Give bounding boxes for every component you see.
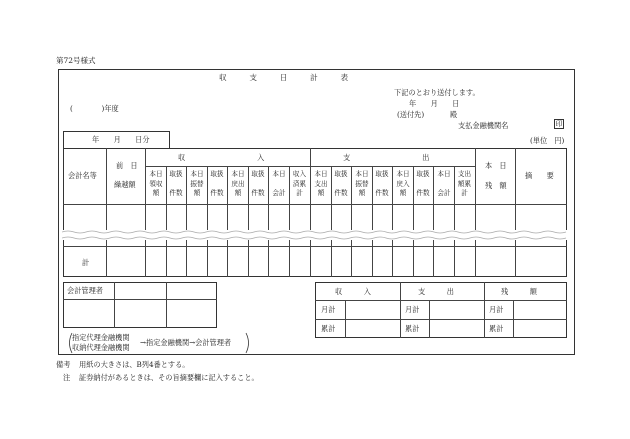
income-col-3: 本日 振替 額 (190, 170, 204, 197)
total-row-line (63, 246, 567, 247)
expense-col-3: 本日 振替 額 (355, 170, 369, 197)
col-account-header: 会計名等 (68, 171, 97, 180)
col-line (400, 282, 401, 338)
summary-expense-header: 支 出 (418, 287, 454, 296)
col-line (106, 148, 107, 277)
row-line (315, 300, 567, 301)
seal-box: 印 (555, 120, 563, 128)
routing (66, 332, 252, 354)
col-line (484, 282, 485, 338)
date-line: 年 月 日 (409, 99, 460, 108)
bank-label: 支払金融機関名 (458, 121, 509, 130)
col-line (475, 148, 476, 277)
monthly-label-income: 月計 (321, 305, 336, 314)
col-line (513, 300, 514, 338)
note2-text: 証券納付があるときは、その旨摘要欄に記入すること。 (79, 373, 259, 382)
form-title: 収 支 日 計 表 (219, 73, 349, 82)
expense-col-2: 取扱 件数 (334, 170, 348, 197)
monthly-label-expense: 月計 (405, 305, 420, 314)
routing-line1: 指定代理金融機関 (72, 333, 130, 342)
col-remarks: 摘 要 (525, 171, 554, 180)
income-col-5: 本日 戻出 額 (231, 170, 245, 197)
income-col-4: 取扱 件数 (210, 170, 224, 197)
summary-balance-header: 残 額 (501, 287, 537, 296)
expense-col-5: 本日 戻入 額 (396, 170, 410, 197)
form-number: 第72号様式 (56, 56, 96, 65)
income-col-8: 収入 済累 計 (292, 170, 307, 197)
expense-col-4: 取扱 件数 (375, 170, 389, 197)
income-col-2: 取扱 件数 (169, 170, 183, 197)
col-prev-line2: 繰越額 (114, 180, 136, 189)
col-line (166, 282, 167, 328)
header-bottom-line (63, 204, 567, 205)
row-line (315, 319, 567, 320)
col-line (345, 300, 346, 338)
break-mark (62, 228, 569, 242)
income-col-6: 取扱 件数 (251, 170, 265, 197)
cumulative-label-income: 累計 (321, 324, 336, 333)
right-paren-mark (244, 332, 252, 354)
note1-text: 用紙の大きさは、B列4番とする。 (79, 360, 190, 369)
monthly-label-balance: 月計 (489, 305, 504, 314)
cumulative-label-expense: 累計 (405, 324, 420, 333)
col-balance-line2: 残 額 (485, 181, 507, 190)
note2-label: 注 (63, 373, 71, 382)
col-line (429, 300, 430, 338)
cumulative-label-balance: 累計 (489, 324, 504, 333)
col-line (114, 282, 115, 328)
col-line (310, 148, 311, 277)
fiscal-year: ( )年度 (70, 104, 119, 113)
routing-rest: →指定金融機関→会計管理者 (140, 338, 232, 347)
col-prev-line1: 前 日 (116, 161, 138, 170)
recipient-suffix: 殿 (450, 110, 458, 119)
summary-income-header: 収 入 (335, 287, 371, 296)
date-box-text: 年 月 日分 (92, 135, 150, 144)
routing-line2: 収納代理金融機関 (72, 343, 130, 352)
expense-col-8: 支出 額累 計 (457, 170, 472, 197)
col-balance-line1: 本 日 (485, 161, 507, 170)
expense-col-6: 取扱 件数 (416, 170, 430, 197)
expense-col-7: 本日 会計 (437, 170, 451, 197)
row-line (63, 299, 217, 300)
notice-text: 下記のとおり送付します。 (394, 88, 480, 97)
col-line (145, 148, 146, 277)
expense-col-1: 本日 支出 額 (314, 170, 328, 197)
col-line (515, 148, 516, 277)
expense-header: 支 出 (343, 153, 430, 162)
unit-label: (単位 円) (530, 136, 565, 145)
income-col-7: 本日 会計 (272, 170, 286, 197)
recipient-label: (送付先) (397, 110, 425, 119)
income-col-1: 本日 領収 額 (149, 170, 163, 197)
note1-label: 備考 (56, 360, 71, 369)
income-header: 収 入 (178, 153, 265, 162)
total-row-label: 計 (82, 258, 90, 267)
manager-label: 会計管理者 (67, 286, 103, 295)
